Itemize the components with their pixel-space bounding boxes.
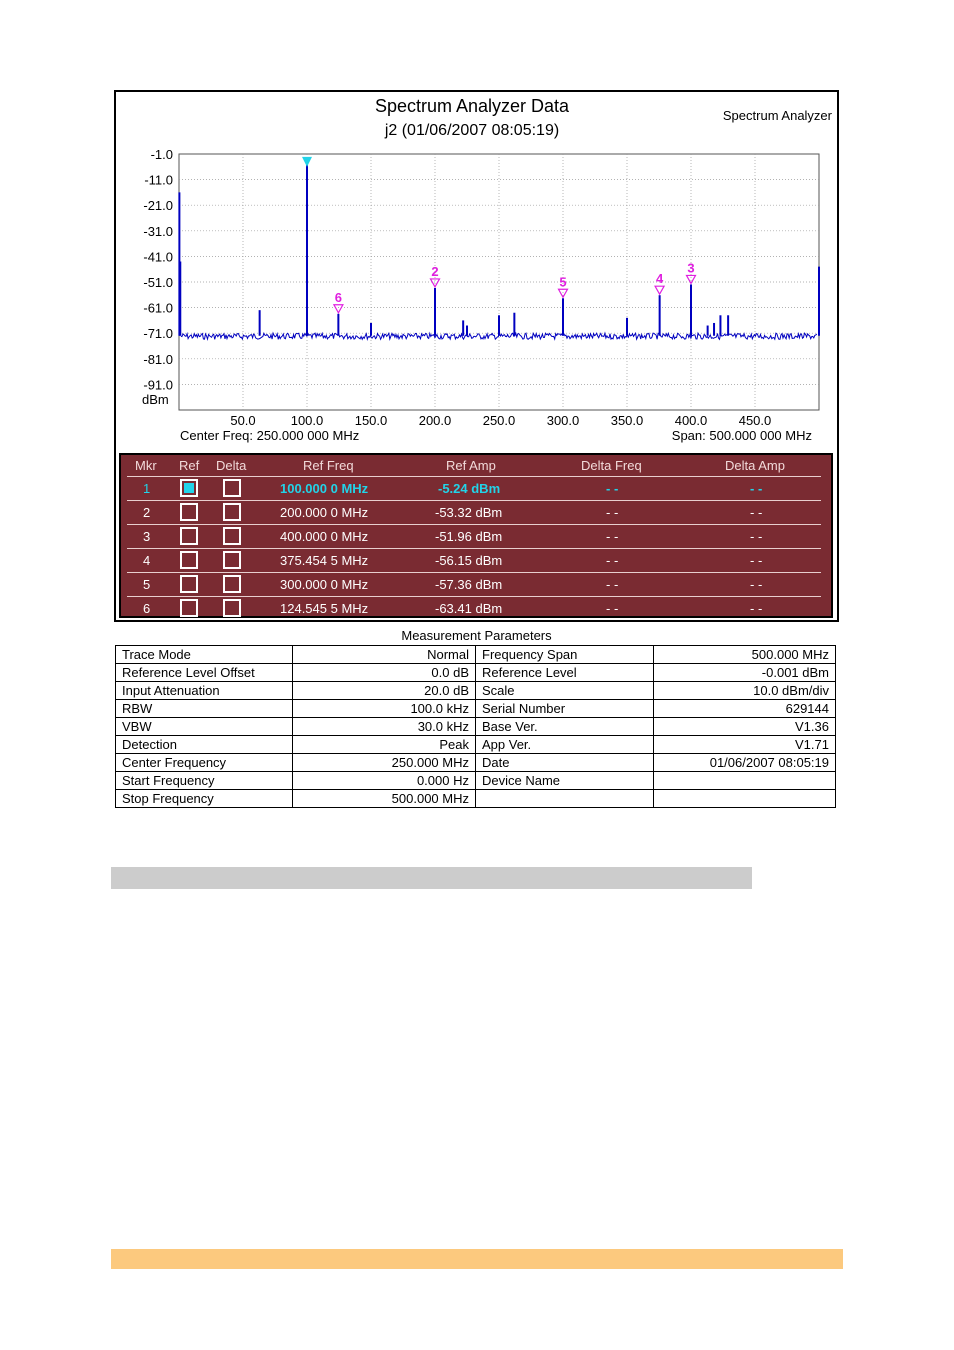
chart-corner-label: Spectrum Analyzer: [722, 108, 832, 123]
ref-amp-value: -56.15 dBm: [435, 553, 503, 568]
marker-number: 6: [143, 601, 151, 616]
param-label: Start Frequency: [116, 772, 293, 790]
x-tick-label: 450.0: [738, 413, 772, 428]
marker-row-3[interactable]: [127, 524, 821, 549]
param-label: Date: [476, 754, 654, 772]
measurement-parameters-title: Measurement Parameters: [401, 628, 552, 643]
header-delta-amp: Delta Amp: [725, 458, 785, 473]
x-tick-label: 300.0: [546, 413, 580, 428]
param-row: [116, 754, 836, 772]
header-ref-freq: Ref Freq: [303, 458, 354, 473]
y-axis-label: dBm: [142, 392, 169, 407]
delta-freq-value: - -: [606, 577, 619, 592]
span-label: Span: 500.000 000 MHz: [671, 428, 812, 443]
x-axis-ticks: [230, 413, 771, 428]
ref-amp-value: -57.36 dBm: [435, 577, 503, 592]
param-row: [116, 772, 836, 790]
param-label: Input Attenuation: [116, 682, 293, 700]
measurement-parameters-table: [115, 645, 836, 808]
ref-checkbox[interactable]: [180, 503, 198, 521]
marker-row-5[interactable]: [127, 572, 821, 597]
marker-5-label: 5: [559, 274, 567, 290]
gray-divider-bar: [111, 867, 752, 889]
delta-amp-value: - -: [750, 529, 763, 544]
marker-row-2[interactable]: [127, 500, 821, 525]
chart-title: Spectrum Analyzer Data: [374, 96, 570, 116]
param-label: App Ver.: [476, 736, 654, 754]
delta-checkbox[interactable]: [223, 479, 241, 497]
ref-checkbox[interactable]: [180, 527, 198, 545]
param-value: -0.001 dBm: [654, 664, 836, 682]
param-row: [116, 790, 836, 808]
param-row: [116, 646, 836, 664]
marker-number: 1: [143, 481, 151, 496]
delta-amp-value: - -: [750, 553, 763, 568]
x-tick-label: 400.0: [674, 413, 708, 428]
y-tick-label: -21.0: [143, 198, 173, 214]
delta-checkbox[interactable]: [223, 575, 241, 593]
param-label: [476, 790, 654, 808]
chart-grid: [179, 154, 819, 410]
marker-row-4[interactable]: [127, 548, 821, 573]
param-row: [116, 700, 836, 718]
param-value: 0.000 Hz: [293, 772, 476, 790]
param-value: 500.000 MHz: [293, 790, 476, 808]
y-tick-label: -81.0: [143, 351, 173, 367]
marker-2-label: 2: [431, 263, 439, 279]
ref-checkbox[interactable]: [180, 575, 198, 593]
ref-checkbox[interactable]: [180, 551, 198, 569]
x-tick-label: 100.0: [290, 413, 324, 428]
y-tick-label: -71.0: [143, 326, 173, 342]
header-mkr: Mkr: [135, 458, 157, 473]
ref-checkbox[interactable]: [180, 599, 198, 617]
y-tick-label: -61.0: [143, 300, 173, 316]
marker-row-1[interactable]: [127, 476, 821, 501]
param-value: 100.0 kHz: [293, 700, 476, 718]
y-tick-label: -11.0: [144, 172, 173, 188]
ref-amp-value: -5.24 dBm: [438, 481, 501, 496]
param-value: Normal: [293, 646, 476, 664]
header-ref: Ref: [179, 458, 200, 473]
param-row: [116, 718, 836, 736]
header-delta: Delta: [216, 458, 247, 473]
marker-row-6[interactable]: [127, 596, 821, 621]
param-label: Reference Level: [476, 664, 654, 682]
param-value: 30.0 kHz: [293, 718, 476, 736]
ref-freq-value: 375.454 5 MHz: [280, 553, 369, 568]
delta-freq-value: - -: [606, 553, 619, 568]
param-label: VBW: [116, 718, 293, 736]
param-label: Device Name: [476, 772, 654, 790]
param-label: Detection: [116, 736, 293, 754]
marker-number: 5: [143, 577, 151, 592]
delta-amp-value: - -: [750, 601, 763, 616]
ref-amp-value: -63.41 dBm: [435, 601, 503, 616]
param-row: [116, 664, 836, 682]
param-value: Peak: [293, 736, 476, 754]
param-value: 629144: [654, 700, 836, 718]
ref-freq-value: 100.000 0 MHz: [280, 481, 369, 496]
orange-footer-bar: [111, 1249, 843, 1269]
x-tick-label: 350.0: [610, 413, 644, 428]
param-label: Center Frequency: [116, 754, 293, 772]
y-tick-label: -31.0: [143, 223, 173, 239]
param-value: [654, 772, 836, 790]
param-value: 10.0 dBm/div: [654, 682, 836, 700]
x-tick-label: 50.0: [230, 413, 256, 428]
delta-checkbox[interactable]: [223, 551, 241, 569]
param-label: Frequency Span: [476, 646, 654, 664]
param-value: [654, 790, 836, 808]
delta-checkbox[interactable]: [223, 527, 241, 545]
y-tick-label: -1.0: [150, 147, 173, 162]
x-tick-label: 250.0: [482, 413, 516, 428]
param-label: Scale: [476, 682, 654, 700]
x-tick-label: 150.0: [354, 413, 388, 428]
delta-freq-value: - -: [606, 601, 619, 616]
y-tick-label: -51.0: [143, 275, 173, 290]
header-delta-freq: Delta Freq: [581, 458, 642, 473]
delta-checkbox[interactable]: [223, 503, 241, 521]
param-label: Base Ver.: [476, 718, 654, 736]
param-value: 500.000 MHz: [654, 646, 836, 664]
delta-freq-value: - -: [606, 481, 619, 496]
param-label: Trace Mode: [116, 646, 293, 664]
param-value: V1.36: [654, 718, 836, 736]
marker-number: 2: [143, 505, 151, 520]
y-axis-ticks: [143, 147, 173, 392]
param-row: [116, 682, 836, 700]
marker-table: [119, 453, 833, 618]
delta-amp-value: - -: [750, 505, 763, 520]
param-value: 01/06/2007 08:05:19: [654, 754, 836, 772]
param-value: 0.0 dB: [293, 664, 476, 682]
param-label: RBW: [116, 700, 293, 718]
delta-amp-value: - -: [750, 481, 763, 496]
param-label: Stop Frequency: [116, 790, 293, 808]
header-ref-amp: Ref Amp: [446, 458, 496, 473]
ref-amp-value: -53.32 dBm: [435, 505, 503, 520]
delta-freq-value: - -: [606, 505, 619, 520]
delta-amp-value: - -: [750, 577, 763, 592]
param-value: V1.71: [654, 736, 836, 754]
param-row: [116, 736, 836, 754]
marker-6-label: 6: [334, 289, 343, 305]
param-value: 250.000 MHz: [293, 754, 476, 772]
delta-checkbox[interactable]: [223, 599, 241, 617]
marker-4-label: 4: [655, 271, 664, 287]
chart-subtitle: j2 (01/06/2007 08:05:19): [384, 122, 560, 139]
y-tick-label: -91.0: [143, 377, 173, 393]
ref-freq-value: 300.000 0 MHz: [280, 577, 369, 592]
param-label: Serial Number: [476, 700, 654, 718]
x-tick-label: 200.0: [418, 413, 452, 428]
ref-freq-value: 200.000 0 MHz: [280, 505, 369, 520]
marker-3-label: 3: [687, 260, 695, 276]
param-label: Reference Level Offset: [116, 664, 293, 682]
center-freq-label: Center Freq: 250.000 000 MHz: [180, 428, 360, 443]
param-value: 20.0 dB: [293, 682, 476, 700]
ref-freq-value: 124.545 5 MHz: [280, 601, 369, 616]
delta-freq-value: - -: [606, 529, 619, 544]
marker-number: 4: [143, 553, 151, 568]
marker-number: 3: [143, 529, 151, 544]
ref-freq-value: 400.000 0 MHz: [280, 529, 369, 544]
y-tick-label: -41.0: [143, 249, 173, 265]
ref-amp-value: -51.96 dBm: [435, 529, 503, 544]
ref-checkbox[interactable]: [180, 479, 198, 497]
